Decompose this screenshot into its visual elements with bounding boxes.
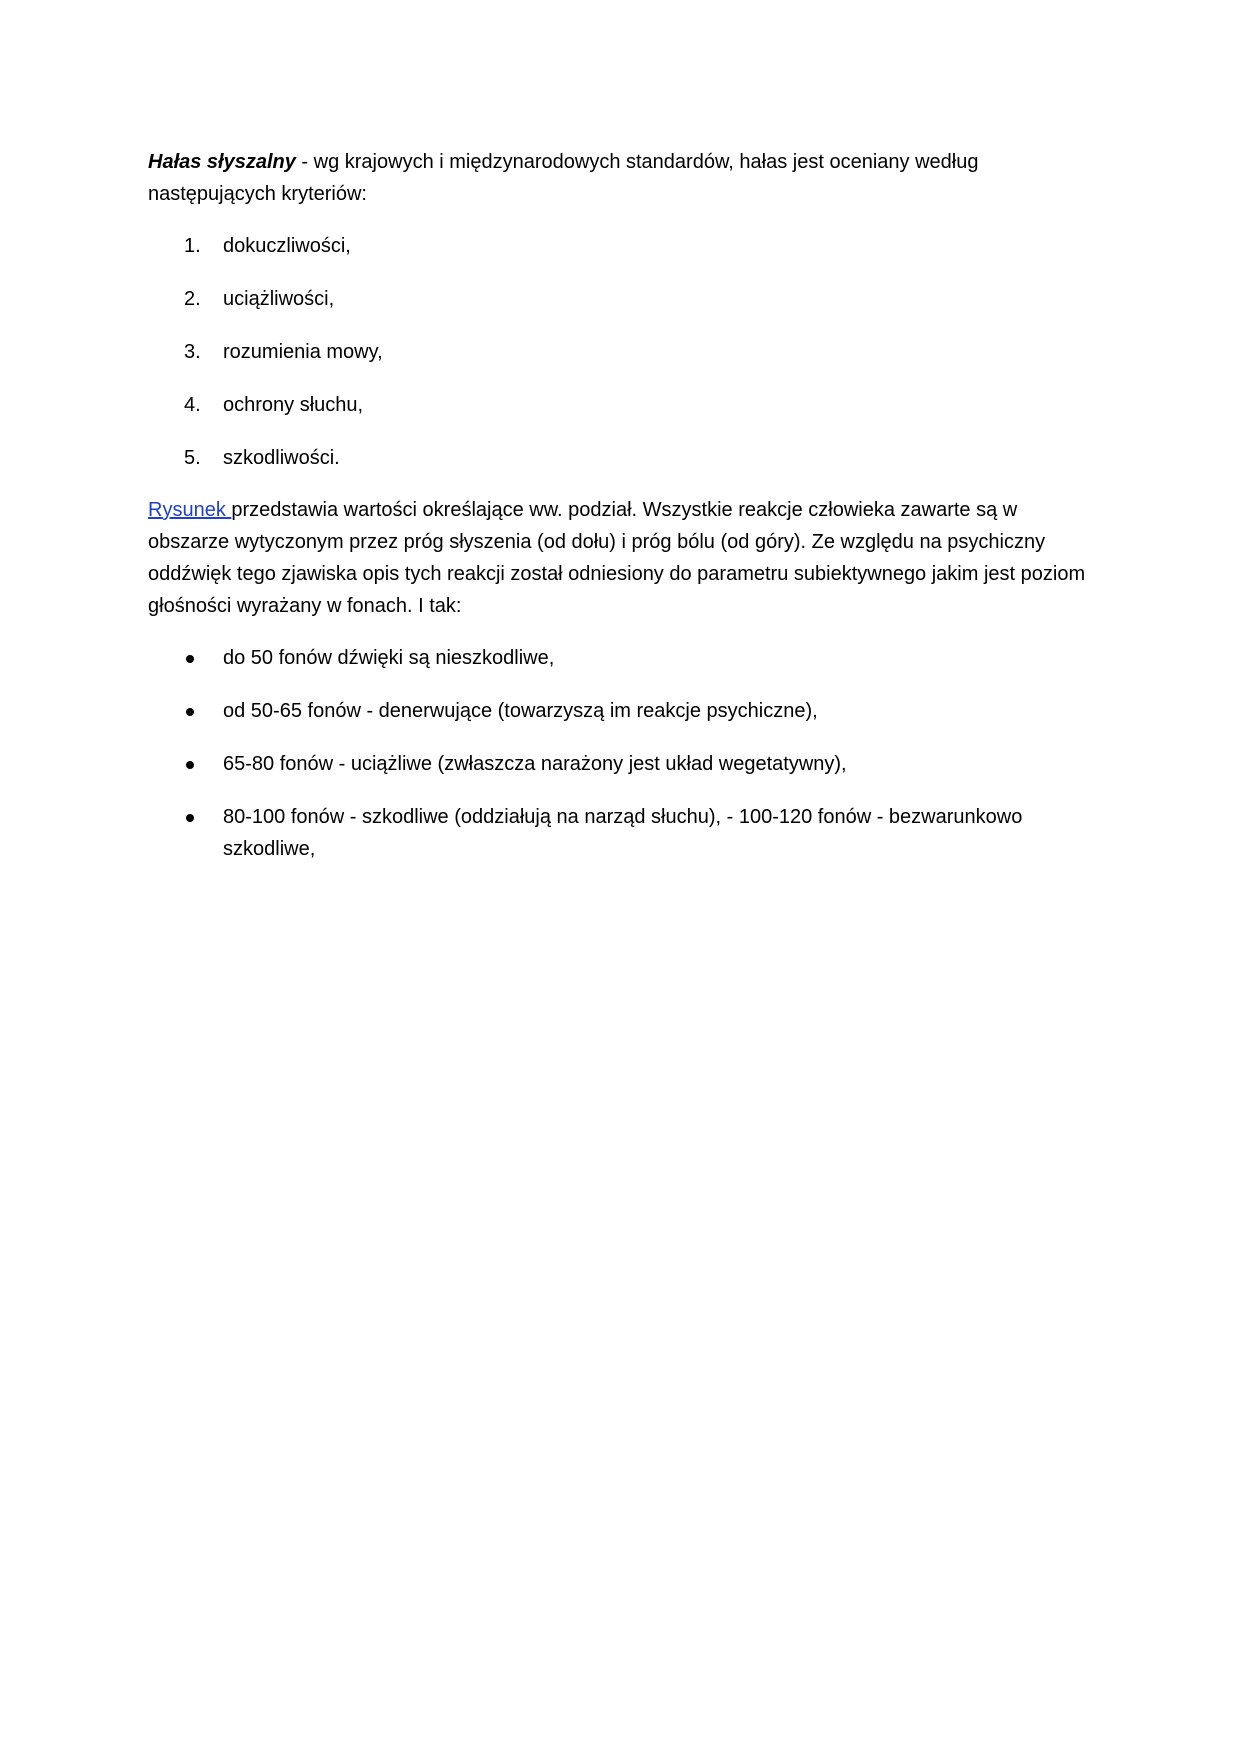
list-number: 4. (184, 394, 201, 416)
list-item (148, 695, 1088, 727)
description-paragraph (148, 494, 1088, 622)
list-number: 3. (184, 341, 201, 363)
document-page (148, 146, 1088, 865)
list-item-label: do 50 fonów dźwięki są nieszkodliwe, (223, 647, 555, 669)
intro-term: Hałas słyszalny (148, 151, 296, 173)
list-item-label: 80-100 fonów - szkodliwe (oddziałują na narząd słuchu), - 100-120 fonów - bezwarunkowo szkodliwe, (223, 806, 1023, 860)
list-item-label: od 50-65 fonów - denerwujące (towarzyszą im reakcje psychiczne), (223, 700, 818, 722)
list-item (148, 748, 1088, 780)
levels-list (148, 642, 1088, 865)
list-item-label: uciążliwości, (223, 288, 335, 310)
bullet-icon (186, 814, 194, 822)
list-number: 2. (184, 288, 201, 310)
bullet-icon (186, 708, 194, 716)
list-number: 5. (184, 447, 201, 469)
description-text: przedstawia wartości określające ww. podział. Wszystkie reakcje człowieka zawarte są w obszarze wytyczonym przez próg słyszenia (od dołu) i próg bólu (od góry). Ze względu na psychiczny oddźwięk tego zjawiska opis tych reakcji został odniesiony do parametru subiektywnego jakim jest poziom głośności wyrażany w fonach. I tak: (148, 499, 1086, 617)
list-item-label: ochrony słuchu, (223, 394, 364, 416)
bullet-icon (186, 655, 194, 663)
list-item-label: dokuczliwości, (223, 235, 351, 257)
list-number: 1. (184, 235, 201, 257)
list-item-label: 65-80 fonów - uciążliwe (zwłaszcza narażony jest układ wegetatywny), (223, 753, 847, 775)
figure-link[interactable]: Rysunek (148, 499, 232, 521)
list-item-label: rozumienia mowy, (223, 341, 383, 363)
list-item (148, 801, 1088, 865)
list-item (148, 230, 1088, 262)
criteria-list (148, 230, 1088, 474)
list-item-label: szkodliwości. (223, 447, 340, 469)
list-item (148, 389, 1088, 421)
list-item (148, 336, 1088, 368)
list-item (148, 283, 1088, 315)
list-item (148, 442, 1088, 474)
intro-paragraph (148, 146, 1088, 210)
list-item (148, 642, 1088, 674)
intro-text: - wg krajowych i międzynarodowych standardów, hałas jest oceniany według następujących kryteriów: (148, 151, 979, 205)
bullet-icon (186, 761, 194, 769)
